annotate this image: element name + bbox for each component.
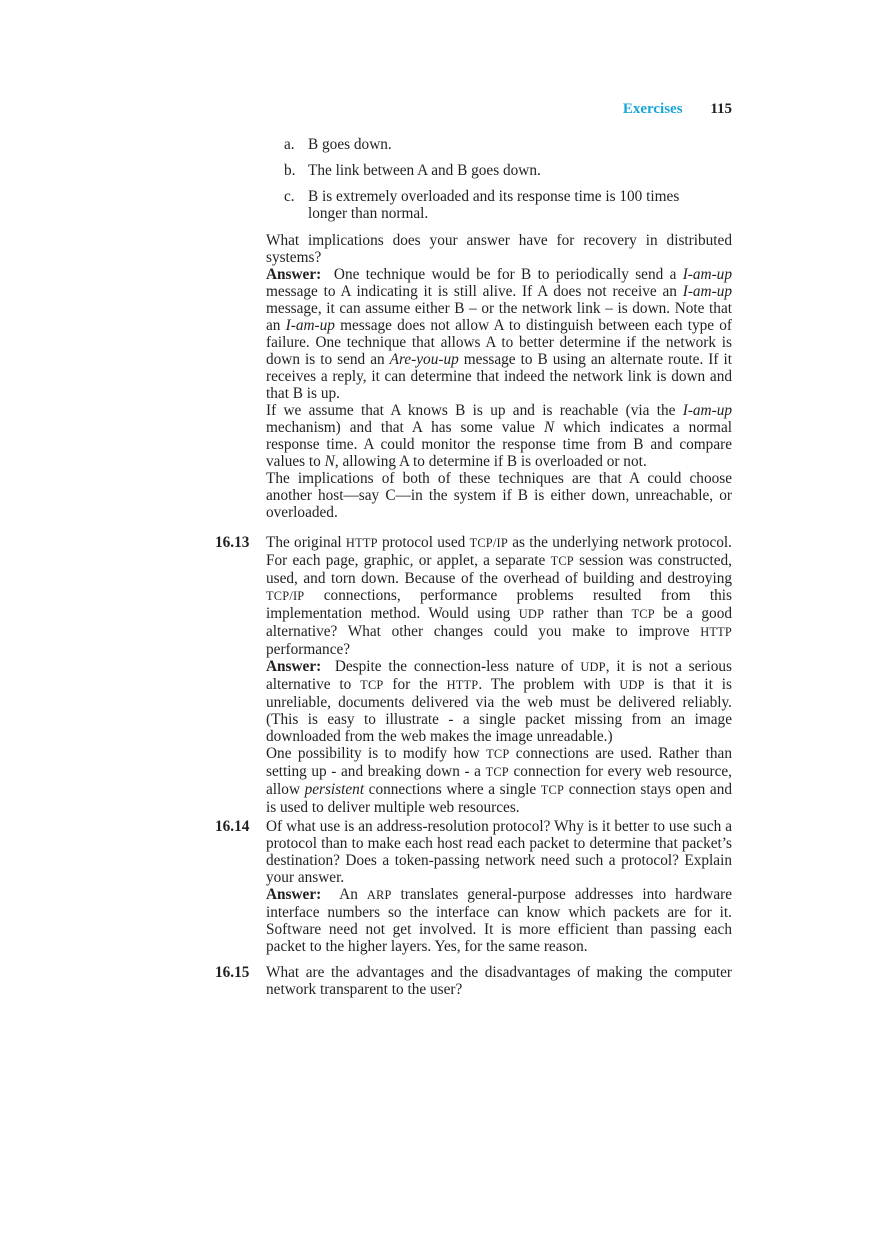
q15-block xyxy=(266,964,732,998)
acronym: UDP xyxy=(580,660,606,674)
answer-label: Answer: xyxy=(266,658,322,675)
italic-term: N xyxy=(543,419,555,436)
list-item-text: The link between A and B goes down. xyxy=(308,162,541,179)
list-item-text: B is extremely overloaded and its response time is 100 times xyxy=(308,188,680,205)
q12-block xyxy=(266,232,732,521)
acronym: TCP/IP xyxy=(469,536,508,550)
italic-term: I-am-up xyxy=(682,402,732,419)
acronym: TCP xyxy=(486,747,510,761)
text-run: which indicates a normal response time. A could monitor the response time from B and compare values to xyxy=(266,419,733,470)
text-run: , allowing A to determine if B is overloaded or not. xyxy=(334,453,647,470)
text-run: performance? xyxy=(266,641,351,658)
list-item-b xyxy=(284,162,732,179)
text-run: . The problem with xyxy=(478,676,620,693)
italic-term: Are-you-up xyxy=(389,351,459,368)
text-run: connections, performance problems resulted from this implementation method. Would using xyxy=(266,587,732,622)
acronym: HTTP xyxy=(345,536,378,550)
question-number: 16.14 xyxy=(215,818,250,835)
text-run: session was constructed, used, and torn down. Because of the overhead of building and destroying xyxy=(266,552,733,587)
text-run: The original xyxy=(266,534,346,551)
q13-block xyxy=(266,534,732,816)
answer-paragraph xyxy=(266,658,732,745)
list-marker: c. xyxy=(284,188,295,205)
running-head xyxy=(560,101,732,118)
acronym: TCP/IP xyxy=(266,589,305,603)
text-run: connection for every web resource, allow xyxy=(266,763,732,798)
acronym: UDP xyxy=(619,678,645,692)
question-number: 16.13 xyxy=(215,534,250,551)
list-marker: b. xyxy=(284,162,296,179)
acronym: TCP xyxy=(360,678,384,692)
text-run: One possibility is to modify how xyxy=(266,745,487,762)
text-run: as the underlying network protocol. For each page, graphic, or applet, a separate xyxy=(266,534,732,569)
answer-paragraph xyxy=(266,266,732,402)
acronym: TCP xyxy=(550,554,574,568)
text-run: is that it is unreliable, documents delivered via the web must be delivered reliably. (This is easy to illustrate - a single packet missing from an image downloaded from the web makes the image unreadable.) xyxy=(266,676,732,745)
text-run: mechanism) and that A has some value xyxy=(266,419,544,436)
question-text: What are the advantages and the disadvantages of making the computer network transparent to the user? xyxy=(266,964,732,998)
text-run: message does not allow A to distinguish between each type of failure. One technique that allows A to better determine if the network is down is to send an xyxy=(266,317,732,368)
answer-label: Answer: xyxy=(266,266,322,283)
answer-label: Answer: xyxy=(266,886,322,903)
text-run: translates general-purpose addresses into hardware interface numbers so the interface can know which packets are for it. Software need not get involved. It is more efficient than passing each packet to the higher layers. Yes, for the same reason. xyxy=(266,886,732,955)
list-item-a xyxy=(284,136,732,153)
list-marker: a. xyxy=(284,136,295,153)
text-run: message to A indicating it is still alive. If A does not receive an xyxy=(266,283,683,300)
text-run: An xyxy=(339,886,367,903)
text-run: be a good alternative? What other changes could you make to improve xyxy=(266,605,732,640)
acronym: ARP xyxy=(366,888,392,902)
answer-paragraph xyxy=(266,886,732,955)
text-run: message, it can assume either B – or the network link – is down. Note that an xyxy=(266,300,732,334)
question-tail: What implications does your answer have for recovery in distributed systems? xyxy=(266,232,732,266)
text-run: connections where a single xyxy=(364,781,541,798)
list-item-c xyxy=(284,188,732,222)
acronym: TCP xyxy=(485,765,509,779)
text-run: Despite the connection-less nature of xyxy=(334,658,581,675)
text-run: , it is not a serious alternative to xyxy=(266,658,732,693)
text-run: for the xyxy=(383,676,447,693)
acronym: TCP xyxy=(540,783,565,797)
q14-block xyxy=(266,818,732,955)
italic-term: persistent xyxy=(304,781,365,798)
text-run: One technique would be for B to periodically send a xyxy=(333,266,683,283)
text-run: If we assume that A knows B is up and is reachable (via the xyxy=(266,402,683,419)
list-item-text: B goes down. xyxy=(308,136,392,153)
italic-term: N xyxy=(324,453,335,470)
acronym: UDP xyxy=(518,607,545,621)
page-number: 115 xyxy=(710,101,732,117)
italic-term: I-am-up xyxy=(682,283,732,300)
text-run: connection stays open and is used to deliver multiple web resources. xyxy=(266,781,732,816)
answer-paragraph: The implications of both of these techniques are that A could choose another host—say C—in the system if B is either down, unreachable, or overloaded. xyxy=(266,470,732,521)
acronym: TCP xyxy=(631,607,655,621)
answer-paragraph xyxy=(266,402,732,470)
text-run: message to B using an alternate route. If it receives a reply, it can determine that indeed the network link is down and that B is up. xyxy=(266,351,732,402)
italic-term: I-am-up xyxy=(285,317,335,334)
italic-term: I-am-up xyxy=(682,266,732,283)
question-number: 16.15 xyxy=(215,964,250,981)
text-run: connections are used. Rather than setting up - and breaking down - a xyxy=(266,745,732,780)
answer-paragraph xyxy=(266,745,732,816)
section-title: Exercises xyxy=(622,101,683,117)
question-text xyxy=(266,534,732,658)
list-item-text-continued: longer than normal. xyxy=(308,205,429,222)
acronym: HTTP xyxy=(446,678,479,692)
acronym: HTTP xyxy=(700,625,732,639)
question-text: Of what use is an address-resolution protocol? Why is it better to use such a protocol than to make each host read each packet to determine that packet’s destination? Does a token-passing network need such a protocol? Explain your answer. xyxy=(266,818,732,886)
text-run: rather than xyxy=(544,605,632,622)
text-run: protocol used xyxy=(377,534,470,551)
